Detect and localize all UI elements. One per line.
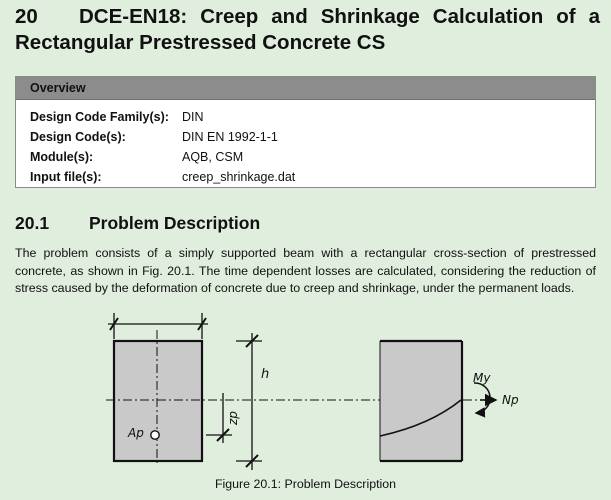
tendon-circle bbox=[151, 431, 159, 439]
figure-caption: Figure 20.1: Problem Description bbox=[214, 477, 397, 491]
overview-key: Design Code Family(s): bbox=[30, 110, 169, 124]
overview-key: Module(s): bbox=[30, 150, 94, 164]
problem-paragraph: The problem consists of a simply supported beam with a rectangular cross-section of prestressed concrete, as shown in Fig. 20.1. The time dependent losses are calculated, considering the reduction of stress caused by the deformation of concrete due to creep and shrinkage, under the permanent loads. bbox=[15, 246, 596, 295]
overview-key: Input file(s): bbox=[30, 170, 102, 184]
overview-value: AQB, CSM bbox=[182, 150, 244, 164]
zp-label: zp bbox=[226, 411, 240, 425]
overview-value: DIN bbox=[182, 110, 204, 124]
np-label: Np bbox=[502, 393, 519, 407]
width-dimension bbox=[108, 313, 208, 339]
overview-value: creep_shrinkage.dat bbox=[182, 170, 296, 184]
section-number: 20.1 bbox=[15, 213, 50, 233]
height-dimension bbox=[236, 333, 262, 470]
cross-section-rect bbox=[114, 341, 202, 461]
section-title: Problem Description bbox=[89, 213, 261, 233]
chapter-title-text: DCE-EN18: Creep and Shrinkage Calculation of a Rectangular Prestressed Concrete CS bbox=[15, 5, 600, 54]
overview-header: Overview bbox=[16, 77, 595, 100]
moment-arrow bbox=[474, 383, 490, 413]
overview-key: Design Code(s): bbox=[30, 130, 126, 144]
h-label: h bbox=[261, 367, 270, 382]
overview-value: DIN EN 1992-1-1 bbox=[182, 130, 278, 144]
my-label: My bbox=[473, 371, 491, 385]
beam-elevation bbox=[380, 341, 462, 461]
ap-label: Ap bbox=[128, 426, 144, 440]
chapter-number: 20 bbox=[15, 5, 38, 28]
